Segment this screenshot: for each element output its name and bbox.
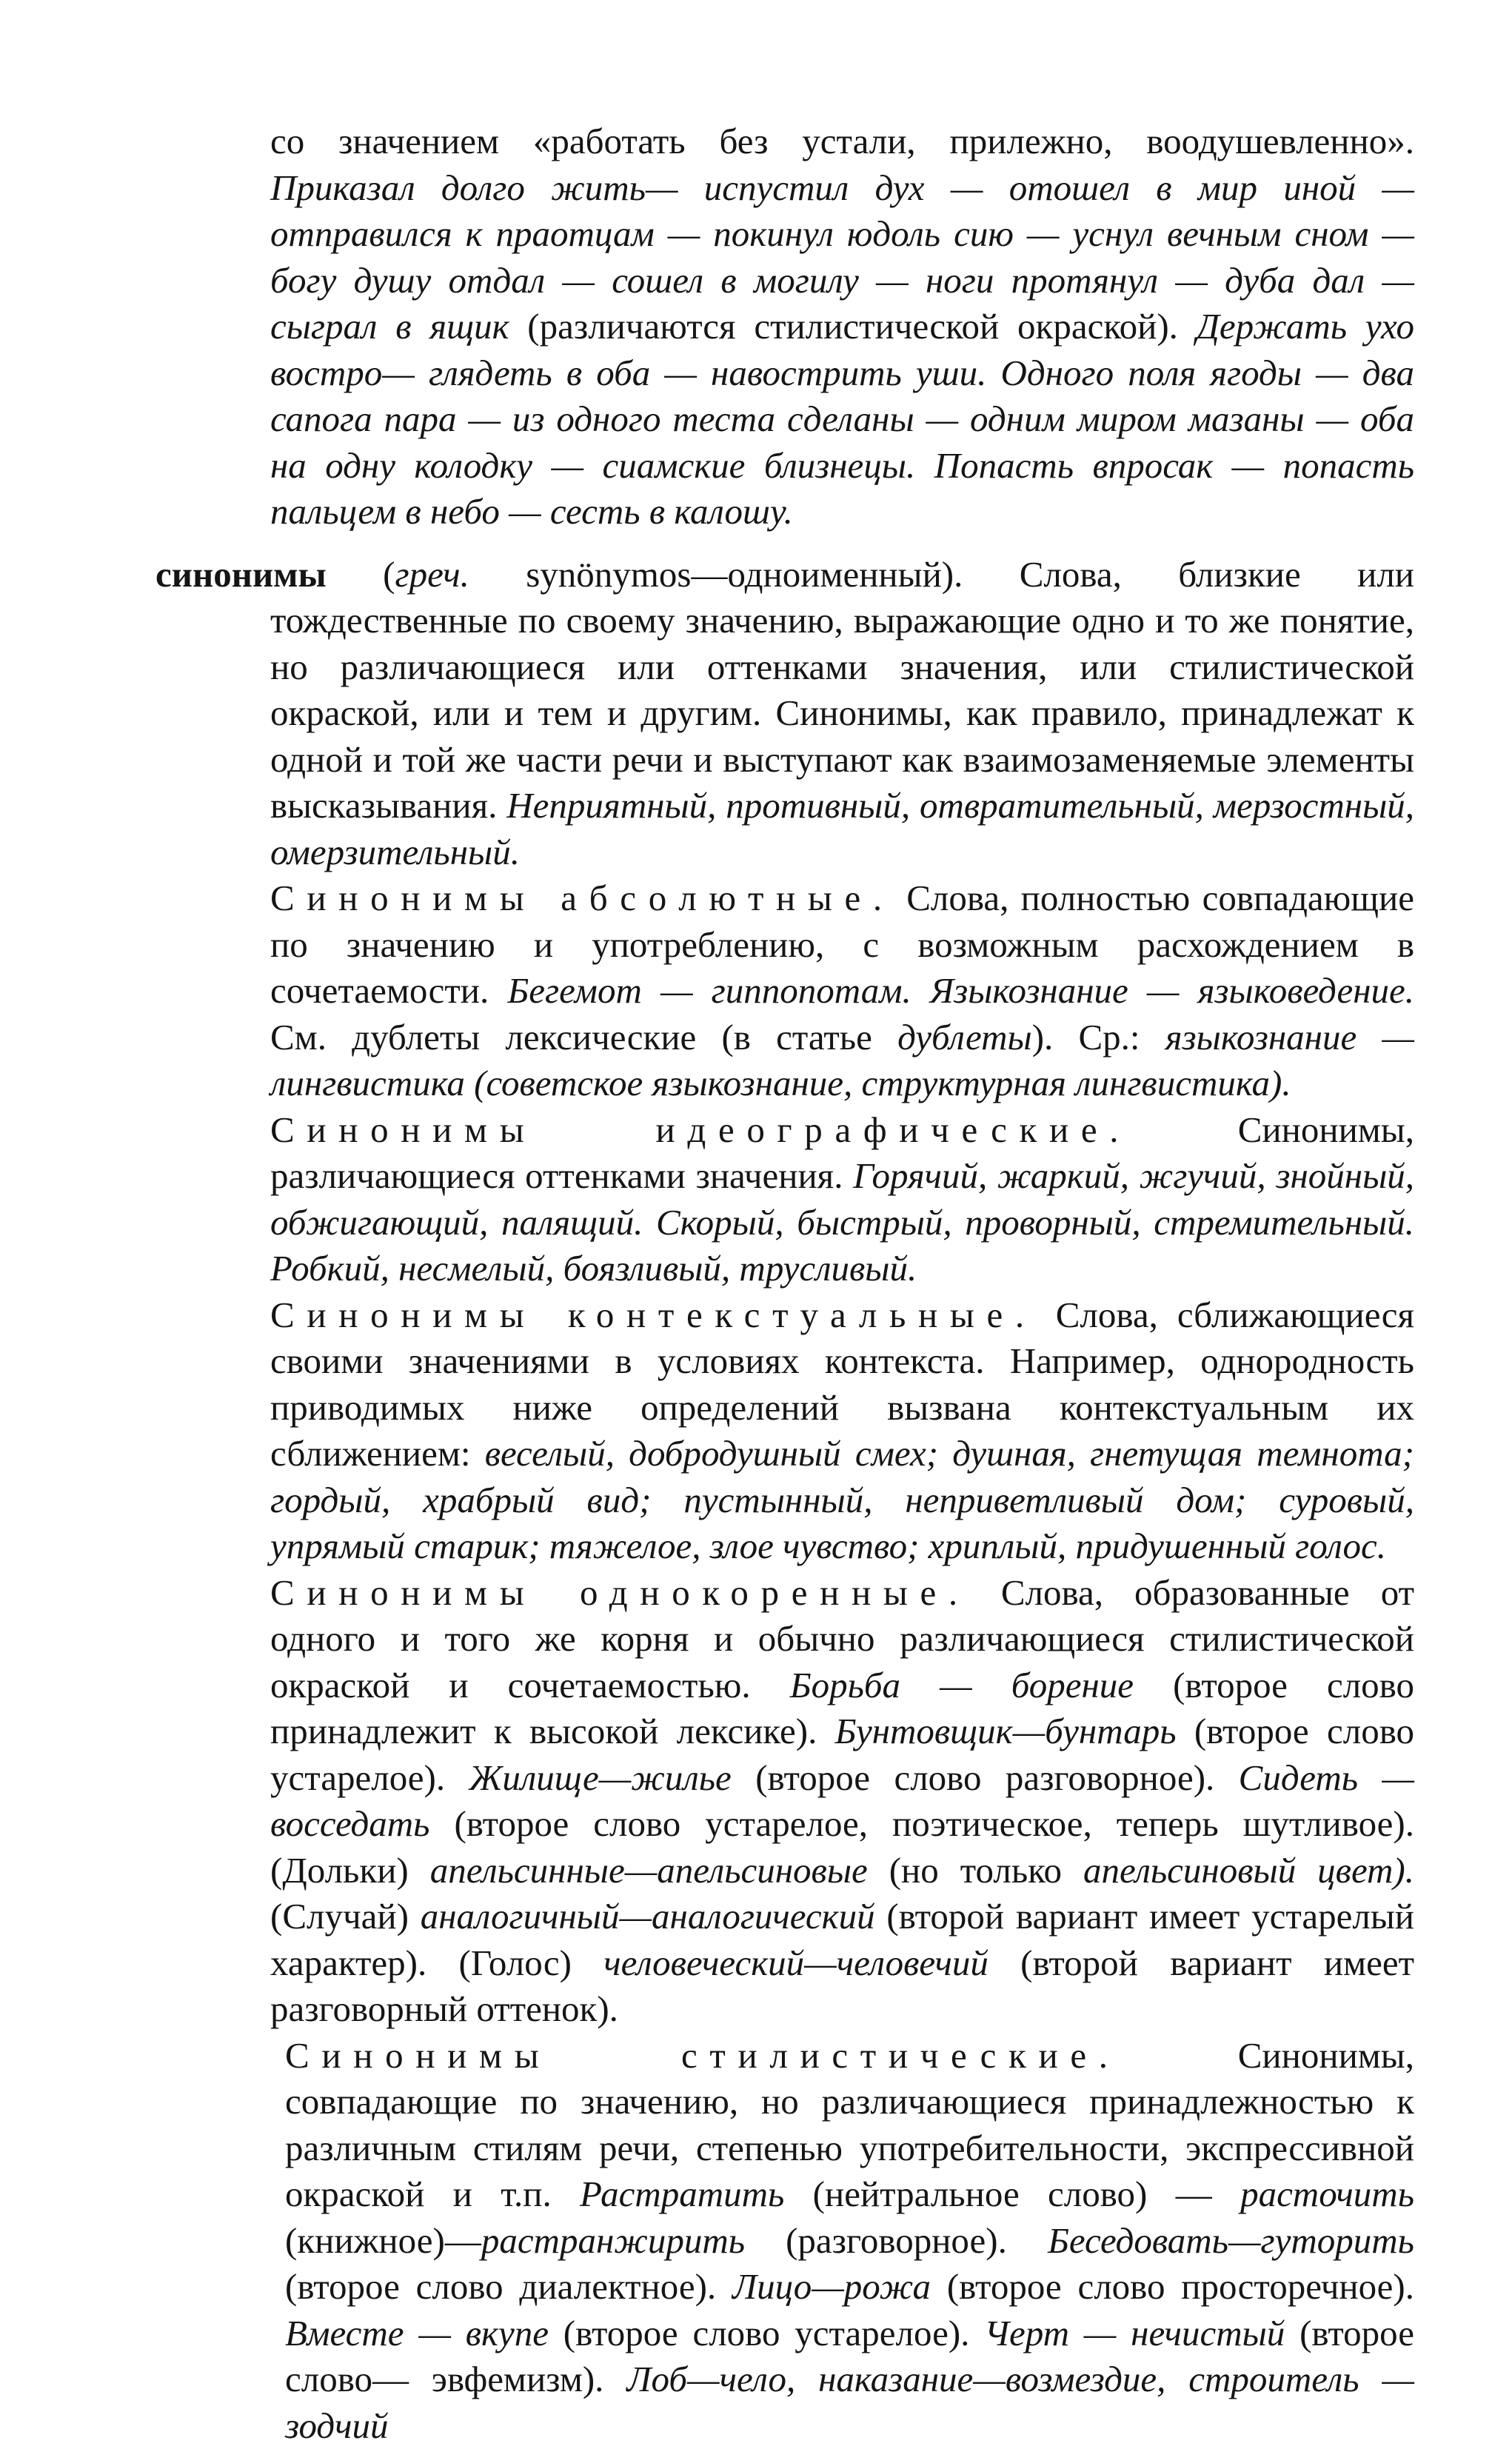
text-run: (второй вариант имеет разговорный оттенок). — [270, 1942, 1414, 2030]
spaced-term: Синонимы однокоренные. — [270, 1572, 970, 1613]
italic-run: Лоб—чело, наказание—возмездие, строитель — зодчий — [285, 2359, 1414, 2446]
italic-run: Держать ухо востро— глядеть в оба — навострить уши. Одного поля ягоды — два сапога пара — из одного теста сделаны — одним миром мазаны — оба на одну колодку — сиамские близнецы. Попасть впросак — попасть пальцем в небо — сесть в калошу. — [270, 306, 1414, 532]
text-run: (второе слово диалектное). — [285, 2266, 732, 2307]
text-run: (второе слово— эвфемизм). — [285, 2313, 1414, 2400]
text-run: (второе слово принадлежит к высокой лексике). — [270, 1665, 1414, 1752]
spaced-term: Синонимы стилистические. — [285, 2035, 1120, 2076]
italic-run: Бегемот — гиппопотам. Языкознание — языковедение. — [507, 970, 1414, 1011]
italic-run: расточить — [1240, 2174, 1414, 2214]
italic-run: Бунтовщик—бунтарь — [835, 1711, 1177, 1751]
italic-run: языкознание — лингвистика (советское языкознание, структурная лингвистика). — [270, 1017, 1414, 1104]
paragraph-same-root-synonyms — [155, 1570, 1414, 2033]
text-run: (второе слово устарелое, поэтическое, теперь шутливое). (Дольки) — [270, 1803, 1414, 1891]
spaced-term: Синонимы идеографические. — [270, 1109, 1131, 1150]
paragraph-contextual-synonyms — [155, 1292, 1414, 1570]
paragraph-absolute-synonyms — [155, 875, 1414, 1107]
italic-run: Жилище—жилье — [469, 1757, 732, 1798]
headword: синонимы — [155, 554, 327, 595]
text-run: ). Ср.: — [1032, 1017, 1165, 1058]
paragraph-stylistic-synonyms — [155, 2033, 1414, 2449]
text-run: (нейтральное слово) — — [784, 2174, 1240, 2214]
italic-run: человеческий—человечий — [603, 1942, 989, 1983]
spaced-term: Синонимы абсолютные. — [270, 878, 894, 918]
text-run: Слова, образованные от одного и того же корня и обычно различающиеся стилистической окраской и сочетаемостью. — [270, 1572, 1414, 1705]
italic-run: Приказал долго жить— испустил дух — отошел в мир иной — отправился к праотцам — покинул юдоль сию — уснул вечным сном — богу душу отдал — сошел в могилу — ноги протянул — дуба дал — сыграл в ящик — [270, 167, 1414, 347]
text-run: Слова, полностью совпадающие по значению и употреблению, с возможным расхождением в сочетаемости. — [270, 878, 1414, 1011]
text-run: (второе слово устарелое). — [270, 1711, 1414, 1798]
italic-run: веселый, добродушный смех; душная, гнетущая темнота; гордый, храбрый вид; пустынный, неприветливый дом; суровый, упрямый старик; тяжелое, злое чувство; хриплый, придушенный голос. — [270, 1433, 1414, 1566]
text-run: (второе слово просторечное). — [931, 2266, 1414, 2307]
italic-run: Растратить — [580, 2174, 784, 2214]
italic-run: Сидеть — восседать — [270, 1757, 1414, 1845]
text-run: synönymos—одноименный). Слова, близкие или тождественные по своему значению, выражающие одно и то же понятие, но различающиеся или оттенками значения, или стилистической окраской, или и тем и другим. Синонимы, как правило, принадлежат к одной и той же части речи и выступают как взаимозаменяемые элементы высказывания. — [270, 554, 1414, 826]
italic-run: аналогичный—аналогический — [421, 1896, 875, 1937]
italic-run: Борьба — борение — [790, 1665, 1134, 1705]
text-run: Слова, сближающиеся своими значениями в условиях контекста. Например, однородность приводимых ниже определений вызвана контекстуальным их сближением: — [270, 1294, 1414, 1474]
text-column — [155, 118, 1414, 2449]
text-run: (но только — [868, 1850, 1083, 1891]
text-run: (различаются стилистической окраской). — [509, 306, 1197, 347]
italic-run: апельсиновый цвет). — [1083, 1850, 1414, 1891]
italic-run: греч. — [395, 554, 469, 595]
text-run: (книжное)— — [285, 2220, 481, 2261]
italic-run: растранжирить — [481, 2220, 745, 2261]
text-run: со значением «работать без устали, прилежно, воодушевленно». — [270, 121, 1414, 161]
text-run: См. дублеты лексические (в статье — [270, 1017, 897, 1058]
text-run: (разговорное). — [745, 2220, 1048, 2261]
italic-run: дублеты — [897, 1017, 1032, 1058]
italic-run: Горячий, жаркий, жгучий, знойный, обжигающий, палящий. Скорый, быстрый, проворный, стремительный. Робкий, несмелый, боязливый, трусливый. — [270, 1155, 1414, 1289]
text-run: (второй вариант имеет устарелый характер). (Голос) — [270, 1896, 1414, 1983]
text-run: (второе слово разговорное). — [732, 1757, 1239, 1798]
paragraph-continuation — [155, 118, 1414, 535]
text-run: (Случай) — [270, 1896, 421, 1937]
paragraph-ideographic-synonyms — [155, 1107, 1414, 1292]
italic-run: апельсинные—апельсиновые — [430, 1850, 868, 1891]
text-run: Синонимы, различающиеся оттенками значения. — [270, 1109, 1414, 1197]
italic-run: Беседовать—гуторить — [1048, 2220, 1414, 2261]
spaced-term: Синонимы контекстуальные. — [270, 1294, 1037, 1335]
italic-run: Лицо—рожа — [732, 2266, 931, 2307]
text-run: (второе слово устарелое). — [549, 2313, 984, 2353]
italic-run: Неприятный, противный, отвратительный, мерзостный, омерзительный. — [270, 785, 1414, 872]
text-run: ( — [327, 554, 395, 595]
paragraph-entry-synonyms — [155, 552, 1414, 876]
italic-run: Вместе — вкупе — [285, 2313, 549, 2353]
text-run: Синонимы, совпадающие по значению, но различающиеся принадлежностью к различным стилям речи, степенью употребительности, экспрессивной окраской и т.п. — [285, 2035, 1414, 2215]
italic-run: Черт — нечистый — [984, 2313, 1285, 2353]
